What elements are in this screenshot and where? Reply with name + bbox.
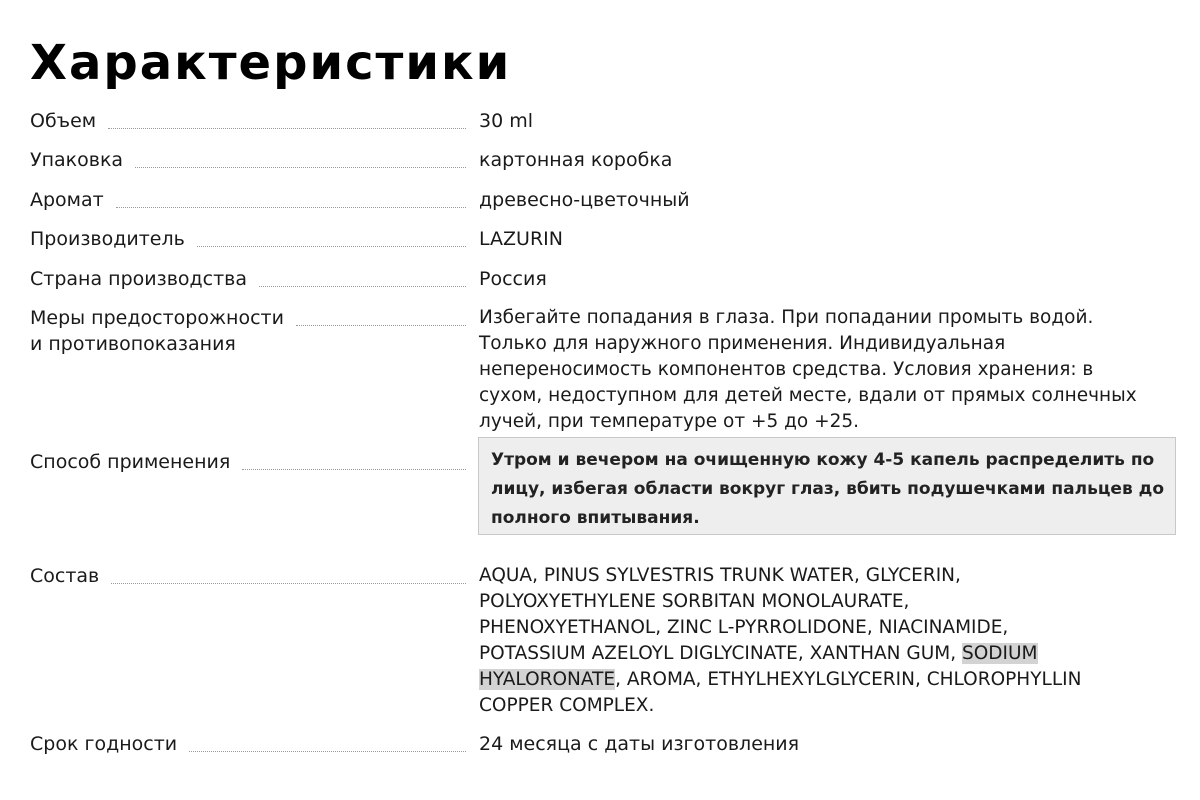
dotted-leader (135, 166, 466, 168)
dotted-leader (197, 245, 466, 247)
highlighted-text: HYALORONATE (479, 669, 616, 690)
spec-label-precautions: Меры предосторожности и противопоказания (30, 305, 296, 357)
dotted-leader (111, 582, 466, 584)
spec-label-package: Упаковка (30, 147, 135, 173)
dotted-leader (116, 206, 466, 208)
spec-value-manufacturer: LAZURIN (479, 228, 563, 250)
dotted-leader (189, 750, 466, 752)
spec-value-precautions: Избегайте попадания в глаза. При попадании промыть водой. Только для наружного применения. Индивидуальная непереносимость компонентов средства. Условия хранения: в сухом, недоступном для детей месте, вдали от прямых солнечных лучей, при температуре от +5 до +25. (479, 307, 1137, 432)
highlighted-text: SODIUM (961, 643, 1038, 664)
dotted-leader (108, 127, 466, 129)
spec-label-shelf-life: Срок годности (30, 731, 189, 757)
spec-value-volume: 30 ml (479, 110, 534, 132)
spec-label-aroma: Аромат (30, 187, 116, 213)
spec-label-usage: Способ применения (30, 449, 242, 475)
spec-label-volume: Объем (30, 108, 108, 134)
dotted-leader (259, 285, 466, 287)
spec-value-aroma: древесно-цветочный (479, 189, 690, 211)
spec-value-package: картонная коробка (479, 149, 673, 171)
spec-value-composition: AQUA, PINUS SYLVESTRIS TRUNK WATER, GLYCERIN, POLYOXYETHYLENE SORBITAN MONOLAURATE, PHENOXYETHANOL, ZINC L-PYRROLIDONE, NIACINAMIDE, POTASSIUM AZELOYL DIGLYCINATE, XANTHAN GUM, SODIUM HYALORONATE, AROMA, ETHYLHEXYLGLYCERIN, CHLOROPHYLLIN COPPER COMPLEX. (479, 565, 1082, 716)
spec-label-composition: Состав (30, 563, 111, 589)
spec-value-shelf-life: 24 месяца с даты изготовления (479, 733, 800, 755)
usage-instructions-box: Утром и вечером на очищенную кожу 4-5 капель распределить по лицу, избегая области вокруг глаз, вбить подушечками пальцев до полного впитывания. (478, 437, 1176, 535)
spec-label-manufacturer: Производитель (30, 226, 197, 252)
spec-label-country: Страна производства (30, 266, 259, 292)
page-title: Характеристики (30, 35, 512, 91)
dotted-leader (296, 324, 466, 326)
dotted-leader (242, 468, 466, 470)
spec-value-country: Россия (479, 268, 547, 290)
